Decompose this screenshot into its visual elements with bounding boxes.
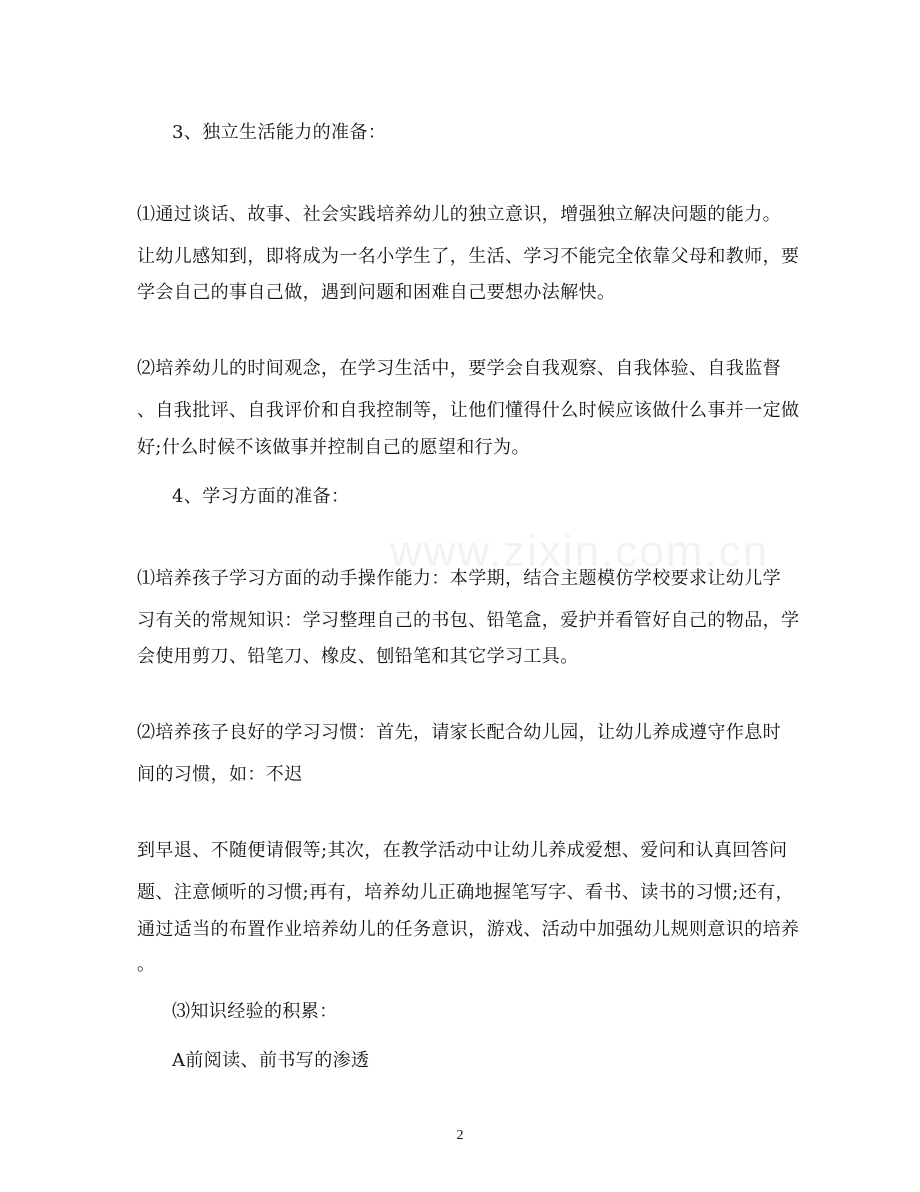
paragraph-line: 到早退、不随便请假等;其次，在教学活动中让幼儿养成爱想、爱问和认真回答问 xyxy=(137,840,788,861)
section-heading-3: 3、独立生活能力的准备： xyxy=(172,122,387,143)
page-number: 2 xyxy=(456,1128,464,1143)
paragraph-line: 间的习惯，如：不迟 xyxy=(137,764,303,785)
subsection-item: A前阅读、前书写的渗透 xyxy=(172,1050,370,1071)
paragraph-line: 会使用剪刀、铅笔刀、橡皮、刨铅笔和其它学习工具。 xyxy=(137,646,579,667)
paragraph-line: ⑵培养孩子良好的学习习惯：首先，请家长配合幼儿园，让幼儿养成遵守作息时 xyxy=(137,722,781,743)
paragraph-line: 题、注意倾听的习惯;再有，培养幼儿正确地握笔写字、看书、读书的习惯;还有， xyxy=(137,882,794,903)
paragraph-line: 。 xyxy=(137,954,156,975)
paragraph-line: 好;什么时候不该做事并控制自己的愿望和行为。 xyxy=(137,437,530,458)
paragraph-line: ⑴通过谈话、故事、社会实践培养幼儿的独立意识，增强独立解决问题的能力。 xyxy=(137,204,781,225)
paragraph-line: 学会自己的事自己做，遇到问题和困难自己要想办法解快。 xyxy=(137,282,616,303)
section-heading-4: 4、学习方面的准备： xyxy=(172,486,350,507)
paragraph-line: ⑵培养幼儿的时间观念，在学习生活中，要学会自我观察、自我体验、自我监督 xyxy=(137,358,781,379)
paragraph-line: 习有关的常规知识：学习整理自己的书包、铅笔盒，爱护并看管好自己的物品，学 xyxy=(137,610,800,631)
watermark: www.zixin.com.cn xyxy=(390,527,770,576)
paragraph-line: ⑴培养孩子学习方面的动手操作能力：本学期，结合主题模仿学校要求让幼儿学 xyxy=(137,568,781,589)
paragraph-line: 让幼儿感知到，即将成为一名小学生了，生活、学习不能完全依靠父母和教师，要 xyxy=(137,246,800,267)
subsection-heading: ⑶知识经验的积累： xyxy=(172,1001,338,1022)
paragraph-line: 通过适当的布置作业培养幼儿的任务意识，游戏、活动中加强幼儿规则意识的培养 xyxy=(137,919,800,940)
paragraph-line: 、自我批评、自我评价和自我控制等，让他们懂得什么时候应该做什么事并一定做 xyxy=(137,400,800,421)
